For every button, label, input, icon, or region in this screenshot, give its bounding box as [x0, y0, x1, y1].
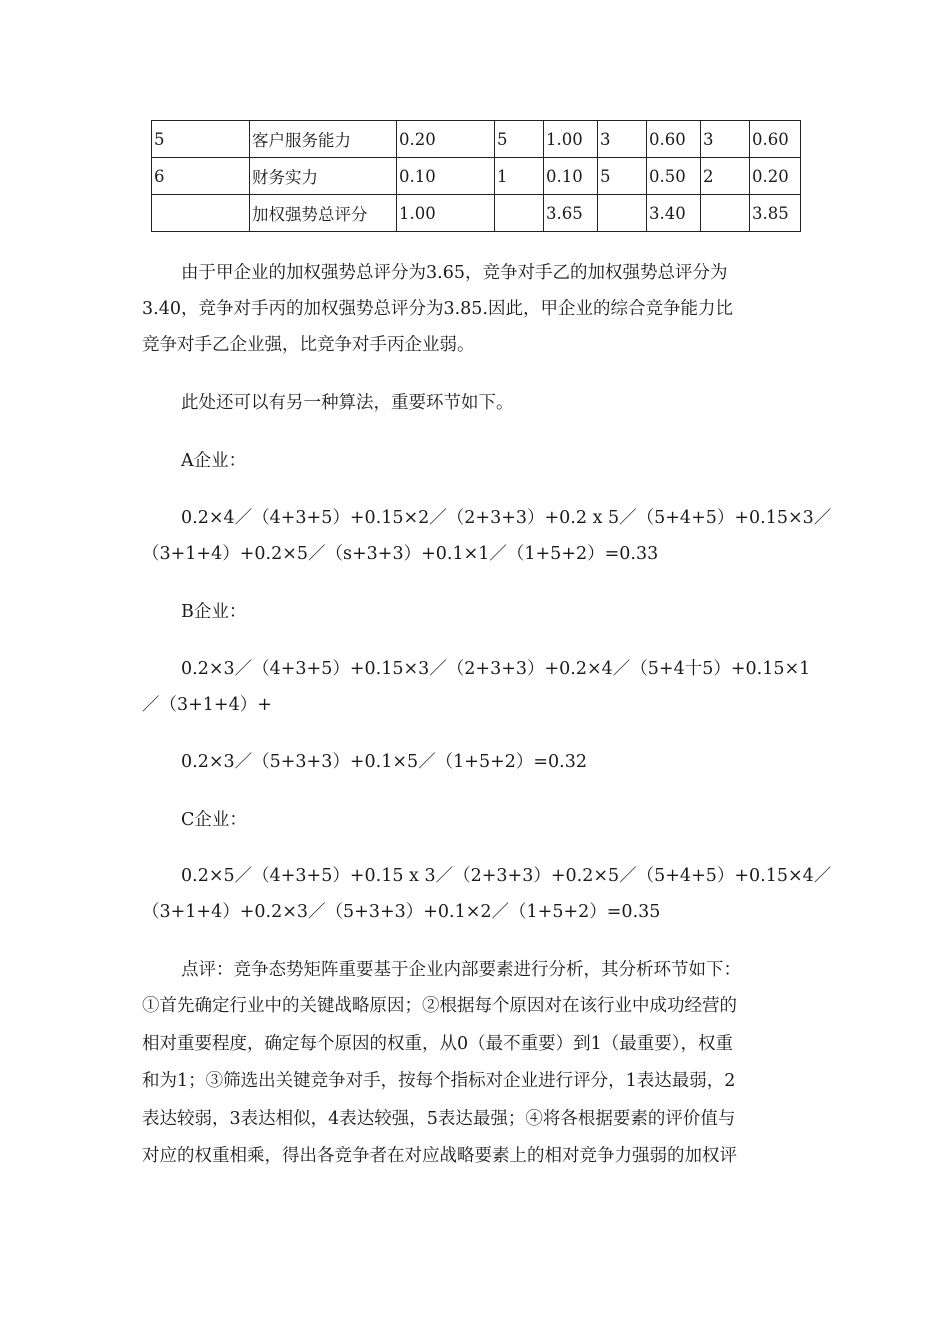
weight-cell: 0.10: [397, 158, 495, 195]
comment-paragraph-line-5: 表达较弱，3表达相似，4表达较强，5表达最强；④将各根据要素的评价值与: [142, 1109, 736, 1129]
table-row: [152, 121, 801, 158]
summary-paragraph-line-1: 由于甲企业的加权强势总评分为3.65，竞争对手乙的加权强势总评分为: [181, 263, 728, 283]
alt-method-paragraph: 此处还可以有另一种算法，重要环节如下。: [181, 393, 514, 413]
factor-name-cell: 财务实力: [250, 158, 397, 195]
company-b-weighted-cell: 0.60: [647, 121, 701, 158]
company-a-score-cell: 5: [495, 121, 544, 158]
company-c-weighted-cell: 0.60: [750, 121, 801, 158]
company-b-score-cell: 5: [598, 158, 647, 195]
comment-paragraph-line-2: ①首先确定行业中的关键战略原因；②根据每个原因对在该行业中成功经营的: [142, 996, 737, 1016]
factor-name-cell: 加权强势总评分: [250, 195, 397, 232]
company-b-label: B企业：: [181, 602, 247, 622]
company-a-weighted-cell: 1.00: [544, 121, 598, 158]
company-a-formula-line-1: 0.2×4／（4+3+5）+0.15×2／（2+3+3）+0.2 x 5／（5+4+5）+0.15×3／: [181, 508, 832, 528]
company-c-weighted-cell: 0.20: [750, 158, 801, 195]
company-b-score-cell: 3: [598, 121, 647, 158]
comment-paragraph-line-6: 对应的权重相乘，得出各竞争者在对应战略要素上的相对竞争力强弱的加权评: [142, 1146, 737, 1166]
company-a-weighted-cell: 0.10: [544, 158, 598, 195]
company-b-formula-line-3: 0.2×3／（5+3+3）+0.1×5／（1+5+2）=0.32: [181, 752, 588, 772]
company-b-formula-line-2: ／（3+1+4）+: [142, 695, 272, 715]
table-row: [152, 158, 801, 195]
company-a-score-cell: [495, 195, 544, 232]
company-c-score-cell: [701, 195, 750, 232]
summary-paragraph-line-2: 3.40，竞争对手丙的加权强势总评分为3.85.因此，甲企业的综合竞争能力比: [142, 299, 733, 319]
table-row: [152, 195, 801, 232]
company-c-weighted-cell: 3.85: [750, 195, 801, 232]
weight-cell: 0.20: [397, 121, 495, 158]
company-b-formula-line-1: 0.2×3／（4+3+5）+0.15×3／（2+3+3）+0.2×4／（5+4十5）+0.15×1: [181, 659, 811, 679]
comment-paragraph-line-4: 和为1；③筛选出关键竞争对手，按每个指标对企业进行评分，1表达最弱，2: [142, 1071, 736, 1091]
row-number-cell: 6: [152, 158, 250, 195]
factor-name-cell: 客户服务能力: [250, 121, 397, 158]
company-b-weighted-cell: 0.50: [647, 158, 701, 195]
company-c-formula-line-2: （3+1+4）+0.2×3／（5+3+3）+0.1×2／（1+5+2）=0.35: [142, 902, 661, 922]
company-a-label: A企业：: [181, 451, 247, 471]
company-b-weighted-cell: 3.40: [647, 195, 701, 232]
company-b-score-cell: [598, 195, 647, 232]
company-a-weighted-cell: 3.65: [544, 195, 598, 232]
competitive-profile-table: [151, 120, 801, 232]
row-number-cell: [152, 195, 250, 232]
weight-cell: 1.00: [397, 195, 495, 232]
company-a-formula-line-2: （3+1+4）+0.2×5／（s+3+3）+0.1×1／（1+5+2）=0.33: [142, 544, 659, 564]
company-c-score-cell: 3: [701, 121, 750, 158]
comment-paragraph-line-1: 点评：竞争态势矩阵重要基于企业内部要素进行分析，其分析环节如下：: [181, 960, 741, 980]
summary-paragraph-line-3: 竞争对手乙企业强，比竞争对手丙企业弱。: [142, 335, 475, 355]
company-c-score-cell: 2: [701, 158, 750, 195]
row-number-cell: 5: [152, 121, 250, 158]
table-body: [152, 121, 801, 232]
company-c-label: C企业：: [181, 810, 247, 830]
comment-paragraph-line-3: 相对重要程度，确定每个原因的权重，从0（最不重要）到1（最重要），权重: [142, 1034, 734, 1054]
company-a-score-cell: 1: [495, 158, 544, 195]
company-c-formula-line-1: 0.2×5／（4+3+5）+0.15 x 3／（2+3+3）+0.2×5／（5+4+5）+0.15×4／: [181, 866, 832, 886]
